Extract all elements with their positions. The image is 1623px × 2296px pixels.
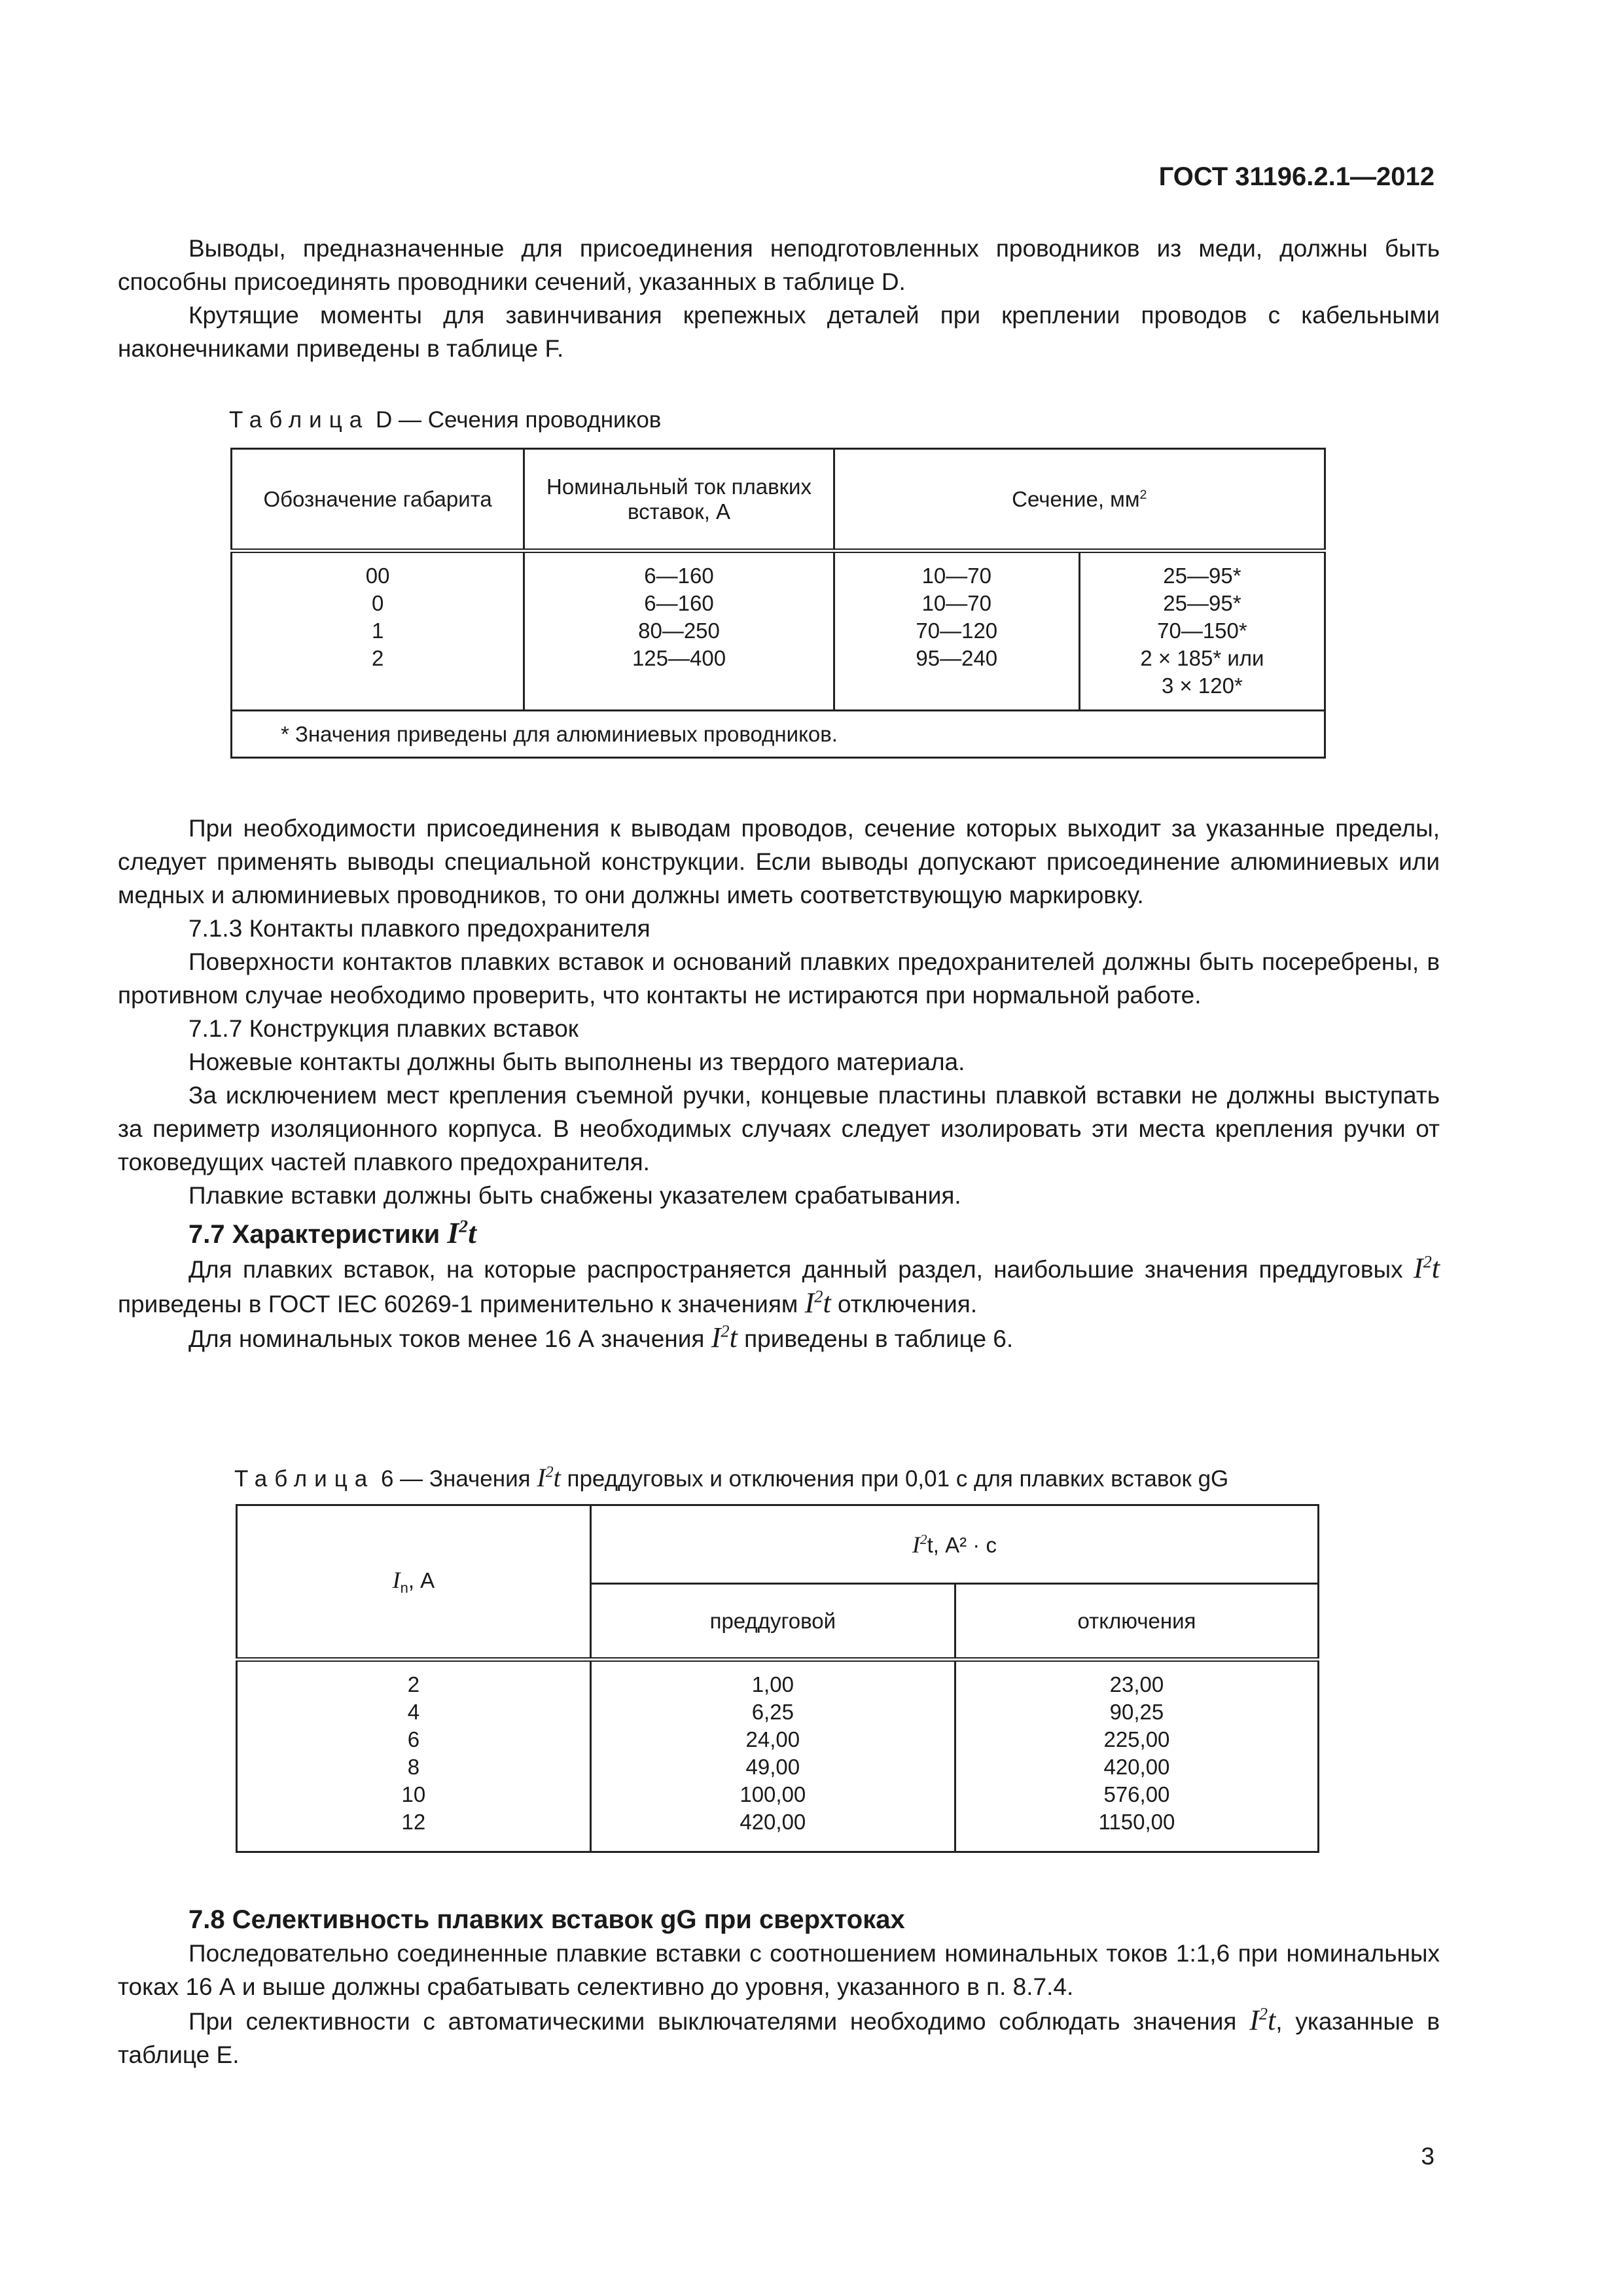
section-7-8-heading: 7.8 Селективность плавких вставок gG при сверхтоках <box>188 1905 905 1934</box>
table-6-prearc-values: 1,00 6,25 24,00 49,00 100,00 420,00 <box>590 1660 955 1852</box>
table-d-copper: 10—70 10—70 70—120 95—240 <box>834 551 1079 711</box>
table-6-operating-values: 23,00 90,25 225,00 420,00 576,00 1150,00 <box>955 1660 1318 1852</box>
paragraph-i2t-values: Для плавких вставок, на которые распространяется данный раздел, наибольшие значения преддуговых $I^2t$ приведены в ГОСТ IEC 60269-1 применительно к значениям $I^2t$ отключения. <box>118 1251 1440 1319</box>
intro-paragraph-1: Выводы, предназначенные для присоединения неподготовленных проводников из меди, должны быть способны присоединять проводники сечений, указанных в таблице D. <box>118 235 1440 295</box>
paragraph-table-6-ref: Для номинальных токов менее 16 А значения $I^2t$ приведены в таблице 6. <box>188 1321 1014 1354</box>
table-d-header-section: Сечение, $мм^2$ <box>834 449 1325 551</box>
table-d-currents: 6—160 6—160 80—250 125—400 <box>524 551 834 711</box>
table-6 <box>236 1504 1319 1853</box>
table-6-caption-label: Таблица <box>234 1466 375 1492</box>
document-header: ГОСТ 31196.2.1—2012 <box>1158 162 1435 191</box>
table-6-header-prearc: преддуговой <box>590 1584 955 1660</box>
table-d-header-current: Номинальный ток плавких вставок, А <box>524 449 834 551</box>
table-6-header-in: $I_n$, А <box>237 1505 591 1660</box>
paragraph-selectivity: Последовательно соединенные плавкие вставки с соотношением номинальных токов 1:1,6 при номинальных токах 16 А и выше должны срабатывать селективно до уровня, указанного в п. 8.7.4. <box>118 1940 1440 2000</box>
table-6-header-operating: отключения <box>955 1584 1318 1660</box>
table-6-caption: Таблица 6 — Значения $I^2t$ преддуговых и отключения при 0,01 с для плавких вставок gG <box>234 1463 1229 1492</box>
section-7-8 <box>118 1903 1440 2072</box>
table-6-in-values: 2 4 6 8 10 12 <box>237 1660 591 1852</box>
table-d-caption-text: D — Сечения проводников <box>375 407 662 433</box>
paragraph-connection: При необходимости присоединения к выводам проводов, сечение которых выходит за указанные пределы, следует применять выводы специальной конструкции. Если выводы допускают присоединение алюминиевых или медных и алюминиевых проводников, то они должны иметь соответствующую маркировку. <box>118 815 1440 908</box>
paragraph-indicator: Плавкие вставки должны быть снабжены указателем срабатывания. <box>188 1182 961 1209</box>
table-d-sizes: 00 0 1 2 <box>232 551 524 711</box>
section-7-1-7: 7.1.7 Конструкция плавких вставок <box>188 1015 579 1042</box>
table-6-header-i2t: $I^2t$, А² · с <box>590 1505 1318 1584</box>
paragraph-knife-contacts: Ножевые контакты должны быть выполнены из твердого материала. <box>188 1049 965 1075</box>
intro-paragraph-2: Крутящие моменты для завинчивания крепежных деталей при креплении проводов с кабельными наконечниками приведены в таблице F. <box>118 302 1440 362</box>
middle-section <box>118 812 1440 1355</box>
section-7-1-3: 7.1.3 Контакты плавкого предохранителя <box>188 915 651 942</box>
page-number: 3 <box>1421 2143 1435 2170</box>
paragraph-breakers: При селективности с автоматическими выключателями необходимо соблюдать значения $I^2t$, указанные в таблице Е. <box>118 2003 1440 2068</box>
table-d <box>230 448 1326 759</box>
table-d-header-size: Обозначение габарита <box>232 449 524 551</box>
table-d-footnote: * Значения приведены для алюминиевых проводников. <box>232 711 1325 758</box>
table-d-aluminium: 25—95* 25—95* 70—150* 2 × 185* или 3 × 120* <box>1079 551 1325 711</box>
table-d-caption <box>229 407 661 433</box>
intro-section <box>118 232 1440 365</box>
section-7-7-heading: 7.7 Характеристики $I^2t$ <box>188 1215 476 1249</box>
table-d-caption-label: Таблица <box>229 407 370 433</box>
paragraph-end-plates: За исключением мест крепления съемной ручки, концевые пластины плавкой вставки не должны выступать за периметр изоляционного корпуса. В необходимых случаях следует изолировать эти места крепления ручки от токоведущих частей плавкого предохранителя. <box>118 1082 1440 1175</box>
paragraph-contacts: Поверхности контактов плавких вставок и оснований плавких предохранителей должны быть посеребрены, в противном случае необходимо проверить, что контакты не истираются при нормальной работе. <box>118 948 1440 1009</box>
